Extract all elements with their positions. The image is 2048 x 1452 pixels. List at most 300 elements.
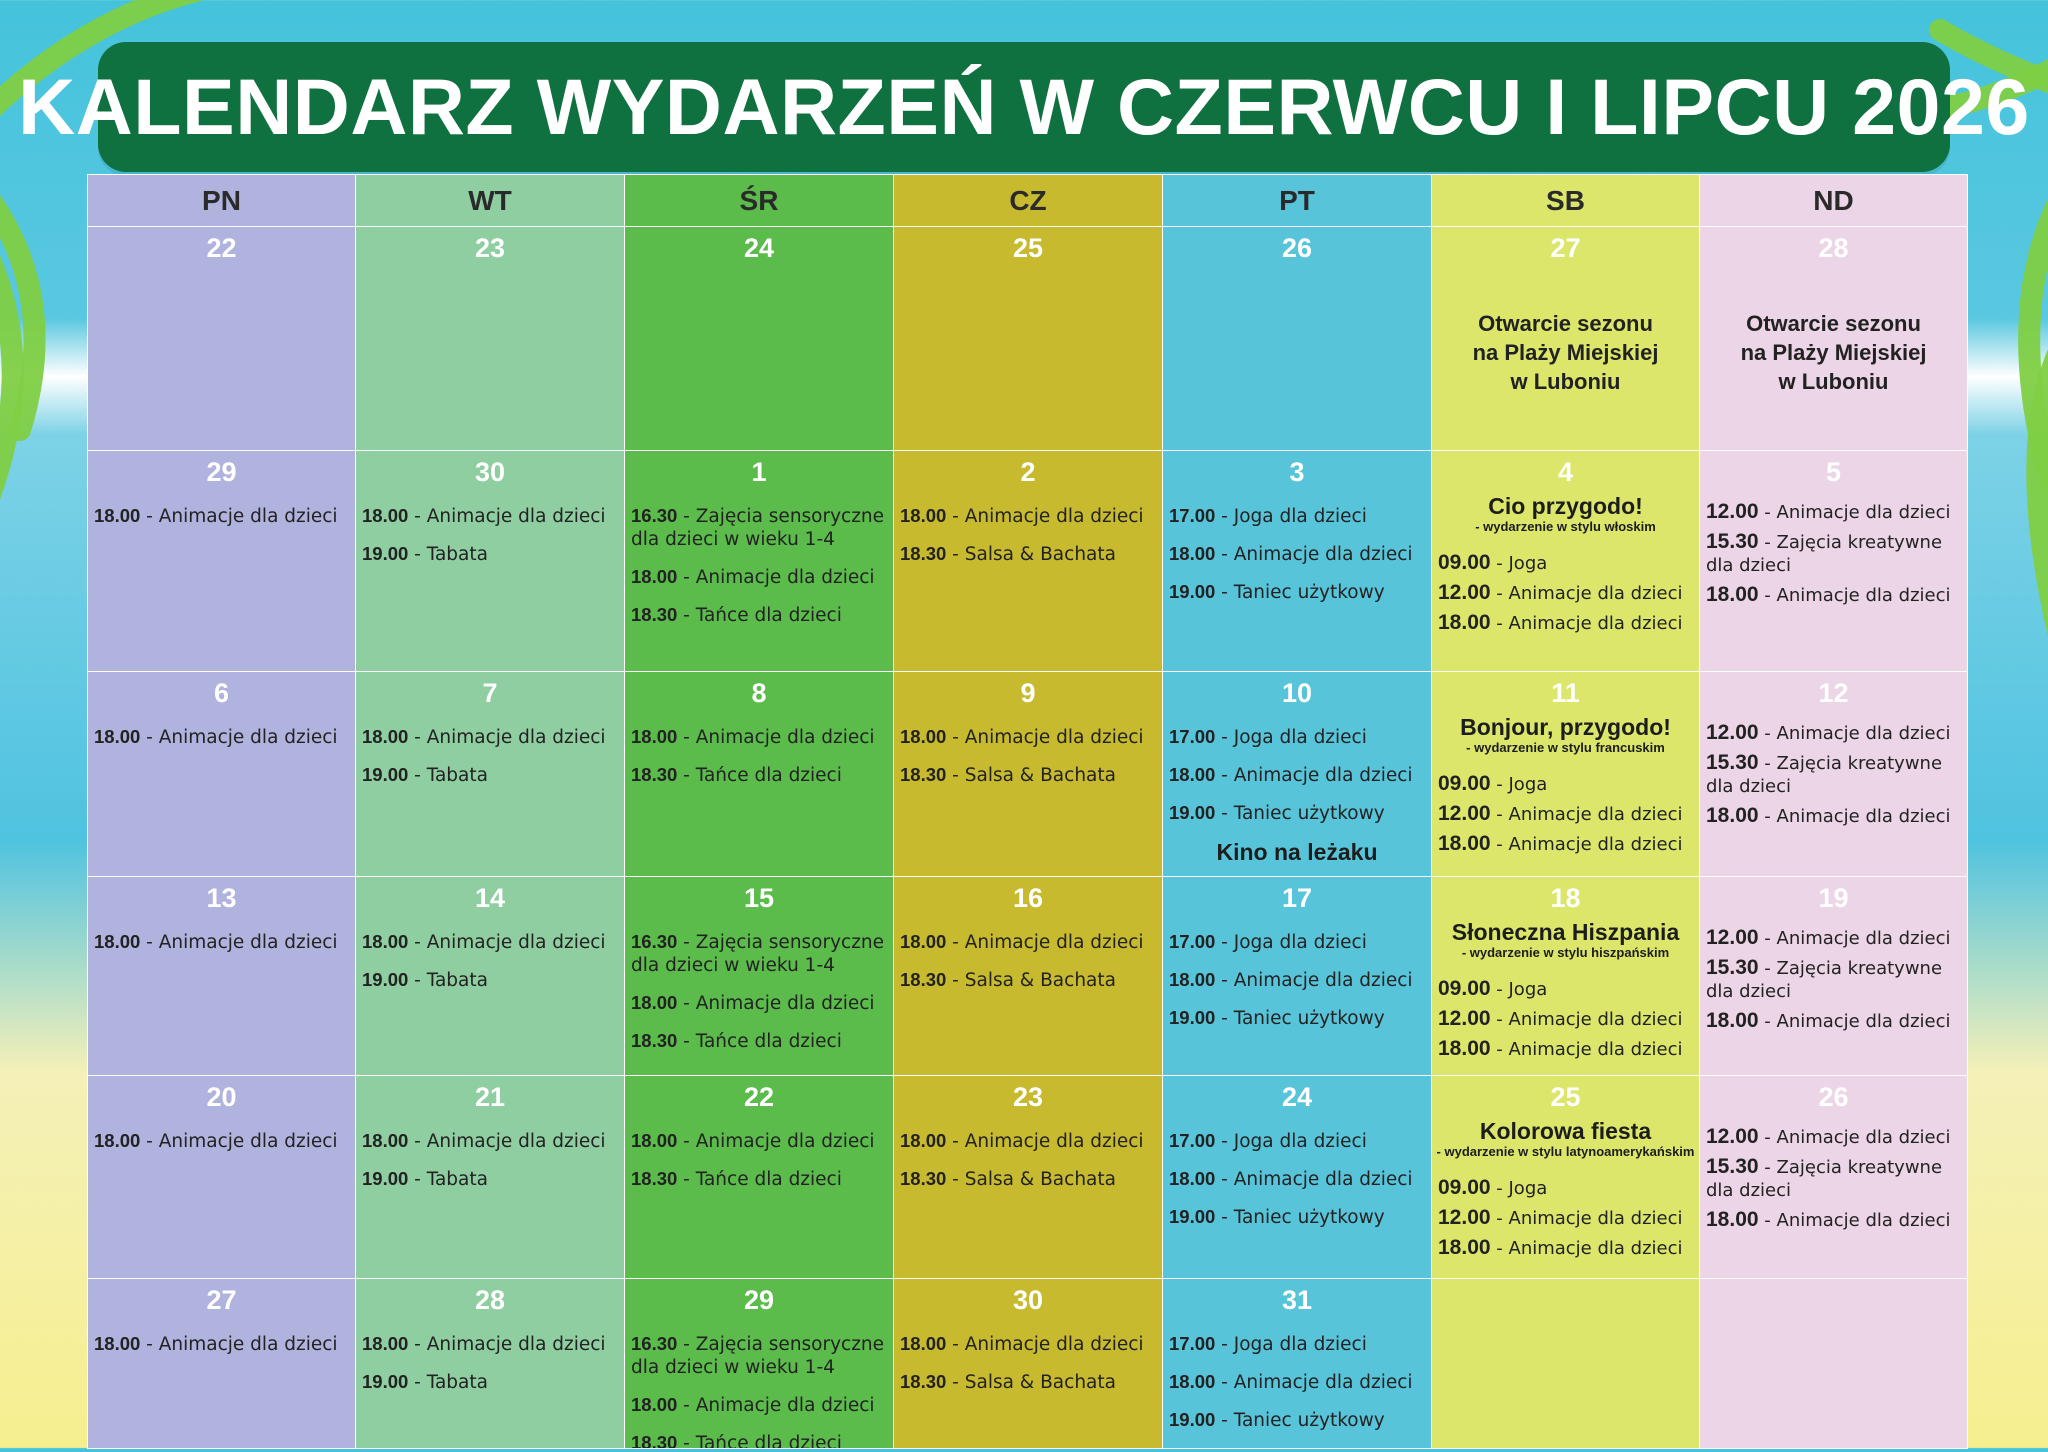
event-item: [900, 1332, 1160, 1356]
day-cell: [894, 451, 1163, 672]
event-name: - Zajęcia kreatywne dla dzieci: [1706, 753, 1943, 797]
event-list: [356, 917, 624, 992]
day-number: 27: [206, 1285, 237, 1315]
event-list: [356, 1116, 624, 1191]
day-header-pn: PN: [88, 175, 356, 227]
event-time: 18.30: [900, 543, 947, 564]
event-item: [362, 725, 622, 749]
event-name: - Joga: [1490, 774, 1548, 795]
event-name: - Tabata: [408, 1169, 488, 1190]
event-item: [362, 968, 622, 992]
event-name: - Tabata: [408, 1372, 488, 1393]
day-number: 4: [1557, 457, 1574, 487]
event-time: 18.00: [94, 931, 141, 952]
event-item: [1706, 926, 1965, 950]
event-time: 18.00: [631, 1394, 678, 1415]
day-cell: [1700, 451, 1968, 672]
day-cell: [356, 672, 625, 877]
day-header-śr: ŚR: [625, 175, 894, 227]
event-name: - Animacje dla dzieci: [1758, 1011, 1951, 1032]
day-cell: [625, 877, 894, 1076]
event-time: 18.00: [94, 1333, 141, 1354]
day-number: 24: [1281, 1082, 1313, 1112]
event-time: 18.30: [900, 1168, 947, 1189]
event-list: [894, 917, 1162, 992]
event-list: [625, 712, 893, 787]
event-item: [631, 1029, 891, 1053]
page-title: KALENDARZ WYDARZEŃ W CZERWCU I LIPCU 2026: [18, 62, 2030, 151]
event-time: 18.30: [900, 1371, 947, 1392]
event-name: - Animacje dla dzieci: [946, 506, 1144, 527]
day-number: 18: [1550, 883, 1581, 913]
event-time: 12.00: [1706, 500, 1759, 523]
event-time: 18.30: [631, 764, 678, 785]
day-number: 30: [474, 457, 506, 487]
themed-event-subtitle: - wydarzenie w stylu latynoamerykańskim: [1436, 1144, 1695, 1159]
day-number: 29: [206, 457, 237, 487]
event-time: 18.30: [631, 1168, 678, 1189]
event-time: 12.00: [1438, 1206, 1491, 1229]
day-cell: [356, 451, 625, 672]
day-cell: [1432, 227, 1700, 451]
title-banner: [18, 42, 2030, 172]
event-name: - Animacje dla dzieci: [1490, 1208, 1683, 1229]
event-name: - Animacje dla dzieci: [140, 1131, 338, 1152]
event-list: [1432, 396, 1699, 402]
event-item: [1169, 801, 1429, 825]
day-number: 1: [751, 457, 767, 487]
event-item: [94, 1129, 353, 1153]
day-header-wt: WT: [356, 175, 625, 227]
event-list: [1700, 1116, 1967, 1232]
themed-event-title: Cio przygodo!: [1488, 493, 1643, 519]
day-number: 8: [751, 678, 767, 708]
event-item: [1169, 1332, 1429, 1356]
event-list: [1700, 1319, 1967, 1325]
day-number: 17: [1281, 883, 1313, 913]
event-item: [900, 763, 1160, 787]
event-item: [1706, 956, 1965, 1003]
day-number: 26: [1818, 1082, 1849, 1112]
day-number: 23: [1012, 1082, 1044, 1112]
event-item: [1706, 1125, 1965, 1149]
event-time: 12.00: [1706, 721, 1759, 744]
special-event-title: Otwarcie sezonu na Plaży Miejskiej w Luboniu: [1740, 311, 1927, 394]
event-item: [1169, 1408, 1429, 1432]
event-item: [631, 1393, 891, 1417]
event-list: [88, 1319, 355, 1356]
event-list: [1163, 1319, 1431, 1432]
day-number: 23: [474, 233, 506, 263]
day-number: 14: [474, 883, 506, 913]
event-time: 19.00: [1169, 1007, 1216, 1028]
event-time: 18.00: [900, 505, 947, 526]
day-cell: [1432, 672, 1700, 877]
day-cell: [88, 227, 356, 451]
event-name: - Animacje dla dzieci: [1490, 834, 1683, 855]
event-item: [1706, 500, 1965, 524]
event-time: 18.00: [1169, 969, 1216, 990]
event-name: - Animacje dla dzieci: [1215, 970, 1413, 991]
event-item: [1169, 504, 1429, 528]
event-item: [94, 930, 353, 954]
day-cell: [1700, 227, 1968, 451]
event-item: [1706, 583, 1965, 607]
event-list: [356, 491, 624, 566]
event-item: [1169, 930, 1429, 954]
event-time: 16.30: [631, 1333, 678, 1354]
event-name: - Joga dla dzieci: [1215, 506, 1367, 527]
day-number: 15: [743, 883, 775, 913]
event-item: [1169, 968, 1429, 992]
day-number: 29: [743, 1285, 775, 1315]
event-time: 12.00: [1706, 926, 1759, 949]
day-cell: [356, 1279, 625, 1449]
event-item: [94, 725, 353, 749]
event-name: - Animacje dla dzieci: [140, 506, 338, 527]
event-name: - Animacje dla dzieci: [140, 1334, 338, 1355]
event-time: 18.00: [900, 931, 947, 952]
event-item: [900, 968, 1160, 992]
event-item: [1438, 772, 1697, 796]
event-item: [1706, 530, 1965, 577]
event-item: [1169, 1370, 1429, 1394]
event-list: [625, 267, 893, 273]
event-list: [88, 1116, 355, 1153]
event-item: [1438, 611, 1697, 635]
event-item: [1706, 1009, 1965, 1033]
event-name: - Joga dla dzieci: [1215, 1334, 1367, 1355]
day-cell: [1700, 672, 1968, 877]
event-item: [1169, 1205, 1429, 1229]
event-name: - Animacje dla dzieci: [408, 1131, 606, 1152]
event-time: 15.30: [1706, 751, 1759, 774]
event-name: - Tańce dla dzieci: [677, 605, 842, 626]
event-name: - Joga: [1490, 979, 1548, 1000]
event-name: - Joga dla dzieci: [1215, 932, 1367, 953]
event-time: 18.00: [1169, 543, 1216, 564]
event-name: - Salsa & Bachata: [946, 1169, 1116, 1190]
event-name: - Animacje dla dzieci: [677, 993, 875, 1014]
event-name: - Animacje dla dzieci: [140, 932, 338, 953]
day-cell: [894, 1279, 1163, 1449]
event-name: - Animacje dla dzieci: [946, 1334, 1144, 1355]
event-time: 19.00: [1169, 581, 1216, 602]
day-cell: [625, 1279, 894, 1449]
event-time: 18.30: [900, 969, 947, 990]
event-name: - Joga dla dzieci: [1215, 1131, 1367, 1152]
event-name: - Animacje dla dzieci: [1215, 1372, 1413, 1393]
event-time: 18.00: [1438, 1236, 1491, 1259]
event-list: [894, 1116, 1162, 1191]
event-time: 09.00: [1438, 977, 1491, 1000]
event-time: 12.00: [1438, 802, 1491, 825]
event-time: 18.00: [631, 566, 678, 587]
event-item: [1438, 1206, 1697, 1230]
event-item: [1438, 551, 1697, 575]
event-list: [1432, 968, 1699, 1061]
event-time: 18.00: [1169, 1371, 1216, 1392]
event-time: 18.30: [631, 604, 678, 625]
event-list: [625, 1116, 893, 1191]
event-item: [362, 1370, 622, 1394]
event-time: 19.00: [1169, 802, 1216, 823]
event-item: [631, 991, 891, 1015]
day-number: 28: [474, 1285, 506, 1315]
event-name: - Animacje dla dzieci: [1490, 1009, 1683, 1030]
day-cell: [1163, 1279, 1432, 1449]
event-item: [631, 763, 891, 787]
event-list: [1163, 491, 1431, 604]
themed-event-subtitle: - wydarzenie w stylu francuskim: [1466, 740, 1665, 755]
day-cell: [894, 877, 1163, 1076]
event-item: [1706, 1155, 1965, 1202]
day-cell: [625, 451, 894, 672]
day-number: 13: [206, 883, 237, 913]
day-cell: [1700, 877, 1968, 1076]
event-name: - Animacje dla dzieci: [677, 1131, 875, 1152]
special-event-title: Kino na leżaku: [1216, 839, 1378, 865]
event-name: - Animacje dla dzieci: [1758, 928, 1951, 949]
day-number: 10: [1281, 678, 1313, 708]
day-cell: [356, 227, 625, 451]
event-name: - Animacje dla dzieci: [1215, 544, 1413, 565]
event-time: 18.00: [362, 726, 409, 747]
day-number: 31: [1281, 1285, 1313, 1315]
event-item: [1169, 1129, 1429, 1153]
event-item: [1438, 832, 1697, 856]
day-number: 28: [1818, 233, 1849, 263]
event-time: 12.00: [1706, 1125, 1759, 1148]
event-list: [1163, 267, 1431, 273]
event-time: 18.00: [1438, 611, 1491, 634]
day-number: 22: [743, 1082, 775, 1112]
event-item: [1169, 1167, 1429, 1191]
event-item: [631, 930, 891, 977]
event-list: [88, 712, 355, 749]
event-time: 17.00: [1169, 931, 1216, 952]
event-time: 18.00: [362, 505, 409, 526]
event-name: - Animacje dla dzieci: [677, 727, 875, 748]
day-cell: [1163, 227, 1432, 451]
event-time: 19.00: [1169, 1409, 1216, 1430]
event-item: [1438, 1176, 1697, 1200]
day-number: 12: [1818, 678, 1849, 708]
event-time: 18.30: [631, 1030, 678, 1051]
event-time: 18.00: [1169, 1168, 1216, 1189]
event-item: [362, 542, 622, 566]
event-item: [900, 1370, 1160, 1394]
day-header-pt: PT: [1163, 175, 1432, 227]
event-list: [1700, 917, 1967, 1033]
event-item: [1438, 1037, 1697, 1061]
day-cell: [1163, 877, 1432, 1076]
event-time: 18.00: [900, 1333, 947, 1354]
event-time: 15.30: [1706, 530, 1759, 553]
event-time: 18.30: [900, 764, 947, 785]
event-time: 15.30: [1706, 1155, 1759, 1178]
event-item: [900, 504, 1160, 528]
event-time: 17.00: [1169, 505, 1216, 526]
event-time: 17.00: [1169, 1130, 1216, 1151]
event-name: - Taniec użytkowy: [1215, 1207, 1385, 1228]
day-cell: [88, 672, 356, 877]
event-item: [631, 603, 891, 627]
event-name: - Tańce dla dzieci: [677, 1031, 842, 1052]
event-name: - Animacje dla dzieci: [677, 1395, 875, 1416]
event-time: 18.30: [631, 1432, 678, 1449]
event-name: - Joga: [1490, 553, 1548, 574]
event-time: 18.00: [1706, 1009, 1759, 1032]
event-list: [88, 917, 355, 954]
day-number: 22: [206, 233, 237, 263]
event-item: [1169, 725, 1429, 749]
event-time: 09.00: [1438, 772, 1491, 795]
event-time: 18.00: [1706, 1208, 1759, 1231]
day-cell: [356, 877, 625, 1076]
event-time: 09.00: [1438, 1176, 1491, 1199]
event-time: 18.00: [1169, 764, 1216, 785]
day-cell: [88, 1076, 356, 1279]
day-cell: [894, 227, 1163, 451]
day-cell: [1432, 1076, 1700, 1279]
event-list: [894, 712, 1162, 787]
day-number: 21: [474, 1082, 506, 1112]
event-item: [1169, 1006, 1429, 1030]
event-time: 18.00: [94, 726, 141, 747]
event-name: - Animacje dla dzieci: [946, 1131, 1144, 1152]
event-name: - Animacje dla dzieci: [946, 727, 1144, 748]
event-time: 18.00: [362, 1333, 409, 1354]
event-name: - Animacje dla dzieci: [1758, 1210, 1951, 1231]
event-item: [900, 930, 1160, 954]
event-item: [631, 1167, 891, 1191]
event-name: - Tabata: [408, 970, 488, 991]
event-name: - Animacje dla dzieci: [1758, 502, 1951, 523]
event-list: [1432, 763, 1699, 856]
event-item: [1706, 1208, 1965, 1232]
event-item: [362, 930, 622, 954]
event-name: - Tabata: [408, 544, 488, 565]
themed-event-title: Bonjour, przygodo!: [1460, 714, 1671, 740]
day-cell: [1163, 672, 1432, 877]
event-name: - Animacje dla dzieci: [677, 567, 875, 588]
day-number: 7: [482, 678, 498, 708]
event-item: [1438, 581, 1697, 605]
event-item: [900, 725, 1160, 749]
event-name: - Zajęcia sensoryczne dla dzieci w wieku 1-4: [631, 932, 885, 976]
day-cell: [625, 227, 894, 451]
event-time: 18.00: [1706, 583, 1759, 606]
event-time: 18.00: [362, 931, 409, 952]
event-item: [900, 542, 1160, 566]
event-name: - Animacje dla dzieci: [1215, 1169, 1413, 1190]
day-cell: [88, 877, 356, 1076]
event-item: [94, 504, 353, 528]
event-time: 16.30: [631, 505, 678, 526]
event-item: [94, 1332, 353, 1356]
event-list: [1163, 917, 1431, 1030]
event-time: 18.00: [1706, 804, 1759, 827]
event-list: [1163, 1116, 1431, 1229]
event-list: [625, 491, 893, 627]
event-item: [631, 1431, 891, 1449]
event-list: [356, 267, 624, 273]
event-list: [1700, 712, 1967, 828]
event-name: - Animacje dla dzieci: [1490, 613, 1683, 634]
day-number: 2: [1020, 457, 1036, 487]
event-item: [1438, 1007, 1697, 1031]
event-list: [894, 1319, 1162, 1394]
themed-event-title: Kolorowa fiesta: [1479, 1118, 1652, 1144]
day-number: 26: [1281, 233, 1313, 263]
event-item: [631, 504, 891, 551]
event-item: [631, 725, 891, 749]
day-cell: [1432, 1279, 1700, 1449]
day-number: 9: [1020, 678, 1036, 708]
event-time: 18.00: [94, 1130, 141, 1151]
event-name: - Joga: [1490, 1178, 1548, 1199]
event-name: - Salsa & Bachata: [946, 765, 1116, 786]
event-item: [1169, 542, 1429, 566]
event-list: [356, 1319, 624, 1394]
event-list: [88, 267, 355, 273]
day-number: 30: [1012, 1285, 1044, 1315]
event-name: - Animacje dla dzieci: [1758, 1127, 1951, 1148]
day-cell: [1432, 877, 1700, 1076]
event-time: 12.00: [1438, 1007, 1491, 1030]
event-time: 18.00: [1438, 832, 1491, 855]
event-name: - Animacje dla dzieci: [1758, 806, 1951, 827]
event-item: [362, 1332, 622, 1356]
event-time: 16.30: [631, 931, 678, 952]
event-item: [631, 1129, 891, 1153]
event-name: - Salsa & Bachata: [946, 1372, 1116, 1393]
event-name: - Animacje dla dzieci: [1490, 804, 1683, 825]
event-name: - Animacje dla dzieci: [946, 932, 1144, 953]
event-name: - Taniec użytkowy: [1215, 803, 1385, 824]
event-name: - Salsa & Bachata: [946, 544, 1116, 565]
event-name: - Zajęcia sensoryczne dla dzieci w wieku 1-4: [631, 506, 885, 550]
day-number: 3: [1289, 457, 1305, 487]
event-list: [1700, 491, 1967, 607]
event-name: - Animacje dla dzieci: [140, 727, 338, 748]
event-name: - Zajęcia kreatywne dla dzieci: [1706, 1157, 1943, 1201]
event-time: 19.00: [362, 1371, 409, 1392]
day-number: 25: [1550, 1082, 1581, 1112]
event-time: 19.00: [1169, 1206, 1216, 1227]
event-item: [1438, 977, 1697, 1001]
day-number: 25: [1012, 233, 1044, 263]
event-time: 18.00: [631, 726, 678, 747]
event-name: - Animacje dla dzieci: [1490, 1238, 1683, 1259]
event-time: 18.00: [631, 1130, 678, 1151]
event-list: [1432, 542, 1699, 635]
event-list: [625, 1319, 893, 1449]
event-list: [1432, 1319, 1699, 1325]
day-cell: [894, 1076, 1163, 1279]
event-name: - Tańce dla dzieci: [677, 1433, 842, 1449]
event-item: [1438, 802, 1697, 826]
event-item: [1438, 1236, 1697, 1260]
day-number: [1700, 1285, 1967, 1319]
event-time: 17.00: [1169, 726, 1216, 747]
event-list: [1700, 396, 1967, 402]
event-item: [362, 1129, 622, 1153]
event-name: - Joga dla dzieci: [1215, 727, 1367, 748]
day-cell: [625, 672, 894, 877]
event-list: [625, 917, 893, 1053]
